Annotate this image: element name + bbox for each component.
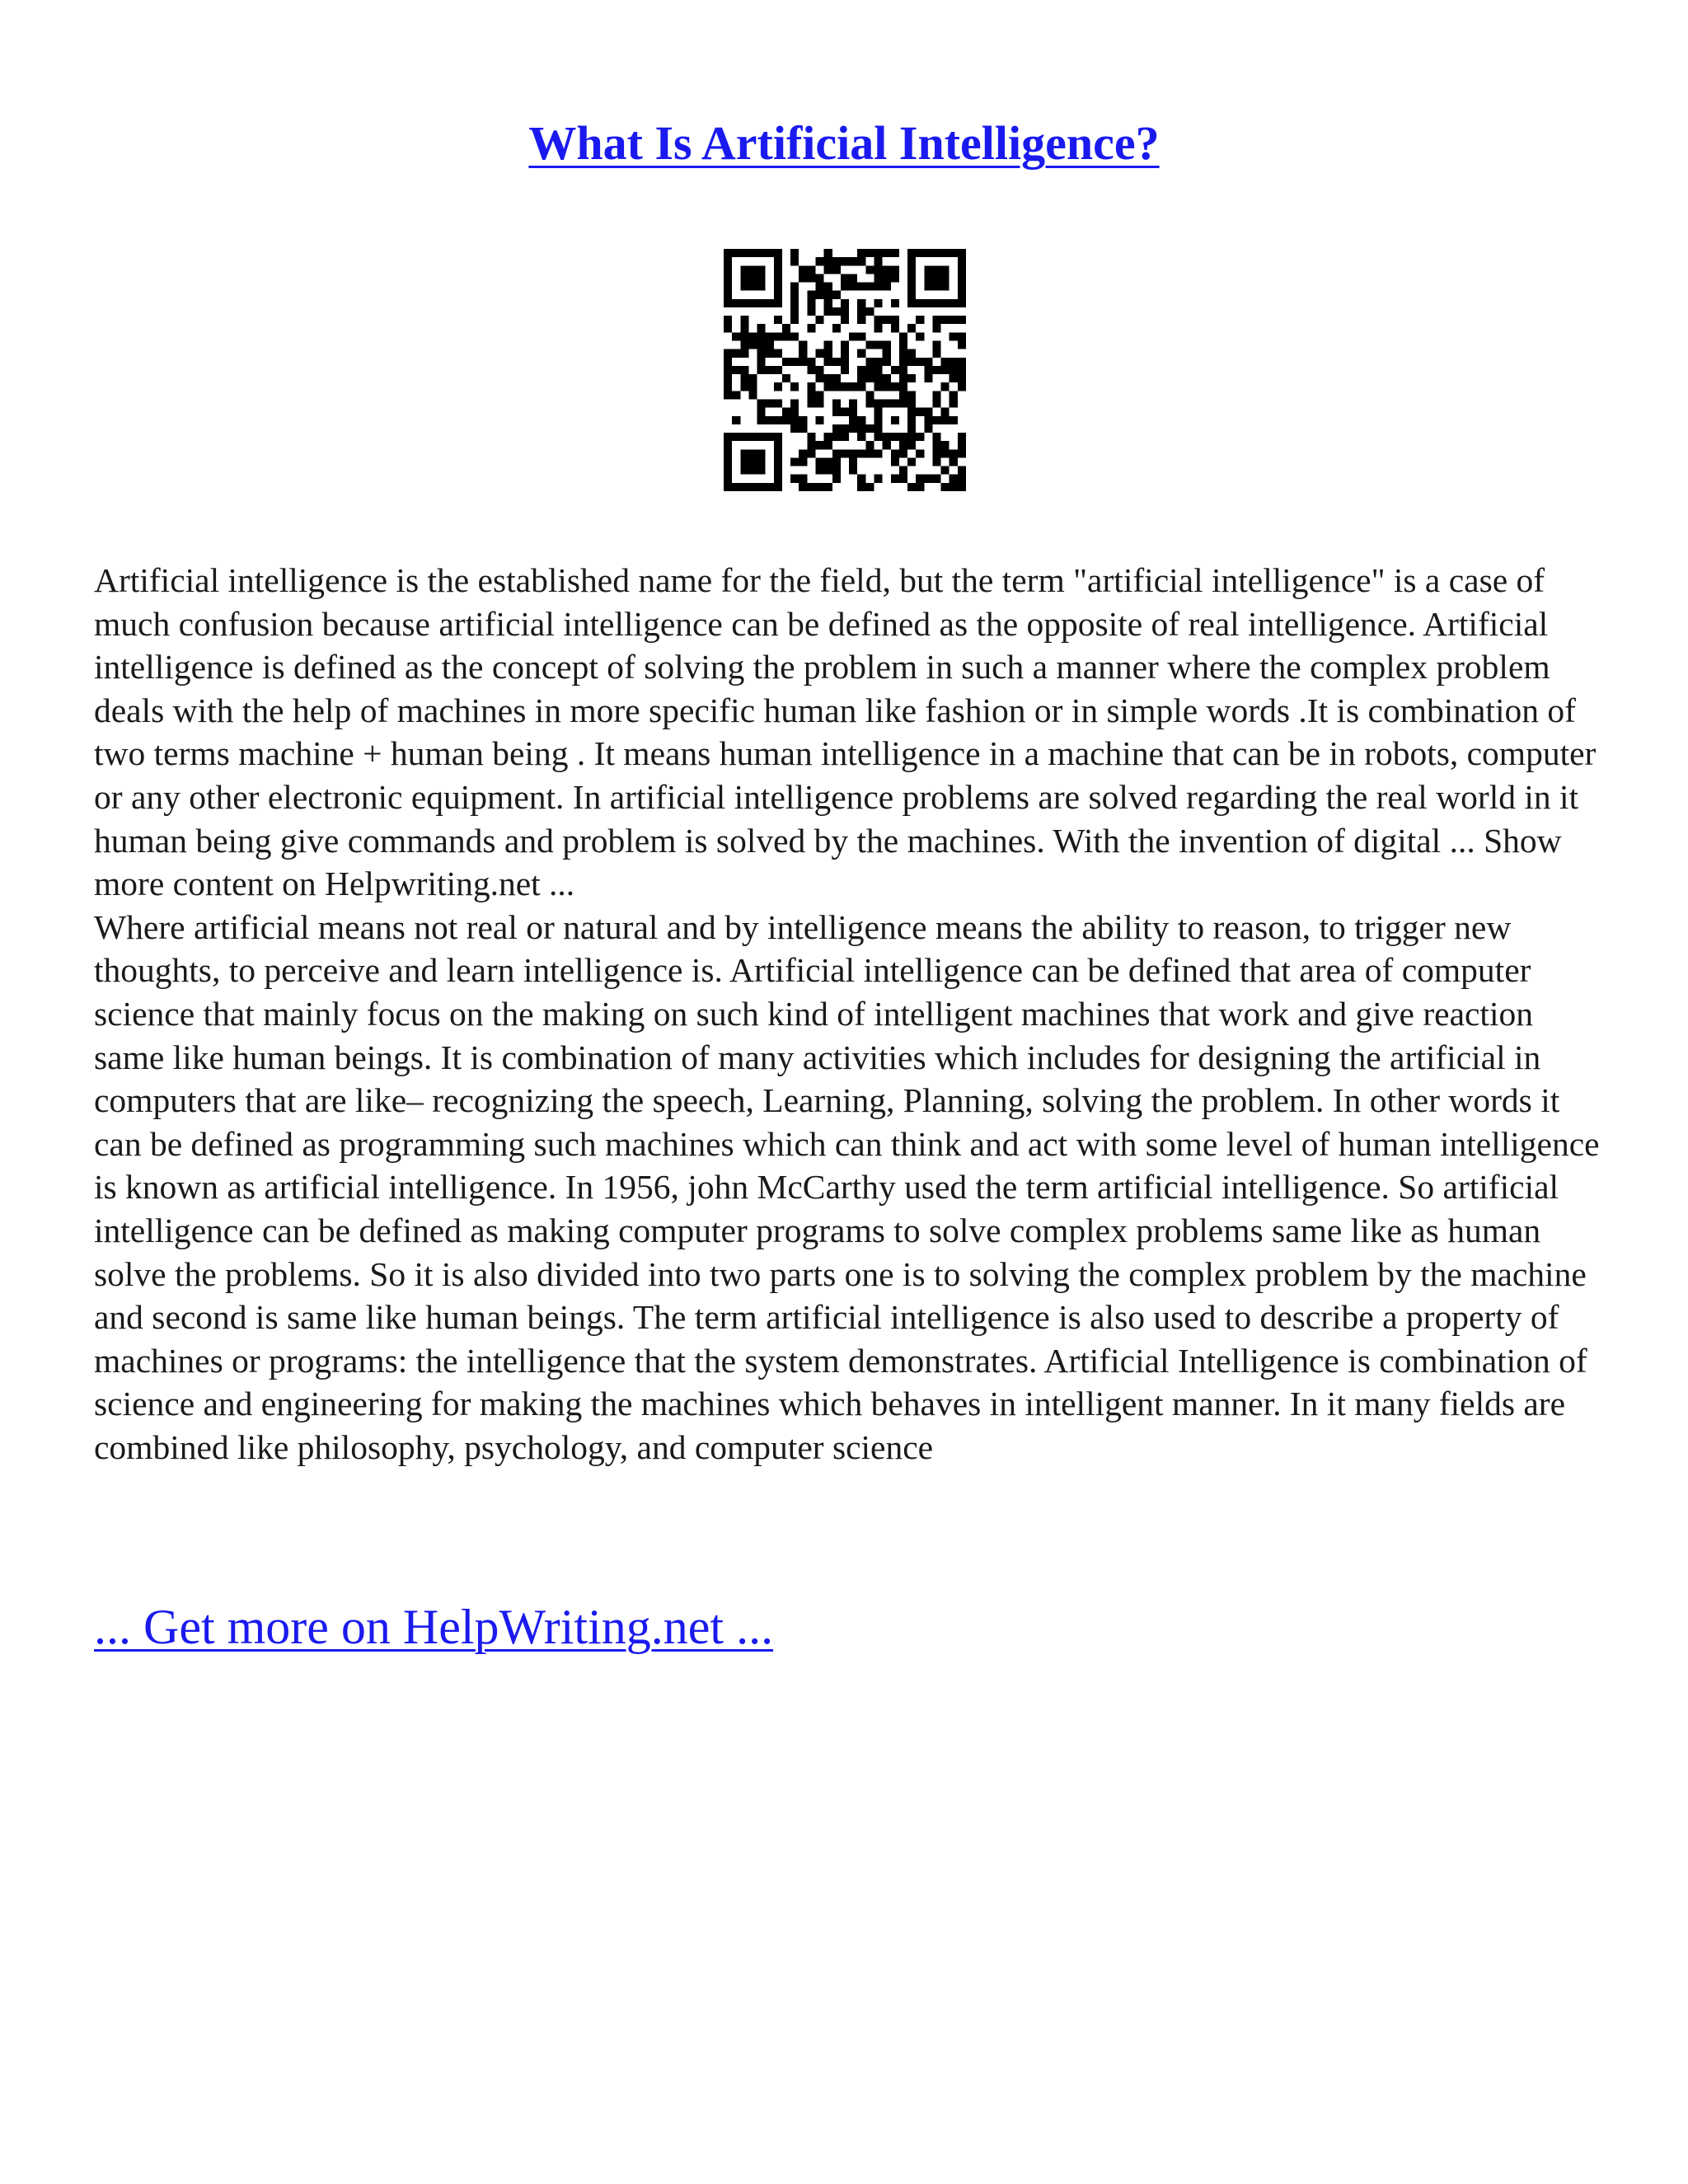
qr-code-icon <box>724 249 966 491</box>
title-container <box>0 115 1688 171</box>
paragraph-2: Where artificial means not real or natural and by intelligence means the ability to reason, to trigger new thoughts, to perceive and learn intelligence is. Artificial intelligence can be defined that area of computer science that mainly focus on the making on such kind of intelligent machines that work and give reaction same like human beings. It is combination of many activities which includes for designing the artificial in computers that are like– recognizing the speech, Learning, Planning, solving the problem. In other words it can be defined as programming such machines which can think and act with some level of human intelligence is known as artificial intelligence. In 1956, john McCarthy used the term artificial intelligence. So artificial intelligence can be defined as making computer programs to solve complex problems same like as human solve the problems. So it is also divided into two parts one is to solving the complex problem by the machine and second is same like human beings. The term artificial intelligence is also used to describe a property of machines or programs: the intelligence that the system demonstrates. Artificial Intelligence is combination of science and engineering for making the machines which behaves in intelligent manner. In it many fields are combined like philosophy, psychology, and computer science <box>94 907 1600 1466</box>
get-more-link[interactable]: ... Get more on HelpWriting.net ... <box>94 1600 774 1654</box>
page-title-link[interactable]: What Is Artificial Intelligence? <box>528 116 1160 170</box>
article-body <box>94 559 1611 1469</box>
paragraph-1: Artificial intelligence is the established name for the field, but the term "artificial intelligence" is a case of much confusion because artificial intelligence can be defined as the opposite of real intelligence. Artificial intelligence is defined as the concept of solving the problem in such a manner where the complex problem deals with the help of machines in more specific human like fashion or in simple words .It is combination of two terms machine + human being . It means human intelligence in a machine that can be in robots, computer or any other electronic equipment. In artificial intelligence problems are solved regarding the real world in it human being give commands and problem is solved by the machines. With the invention of digital ... Show more content on Helpwriting.net ... <box>94 561 1597 903</box>
